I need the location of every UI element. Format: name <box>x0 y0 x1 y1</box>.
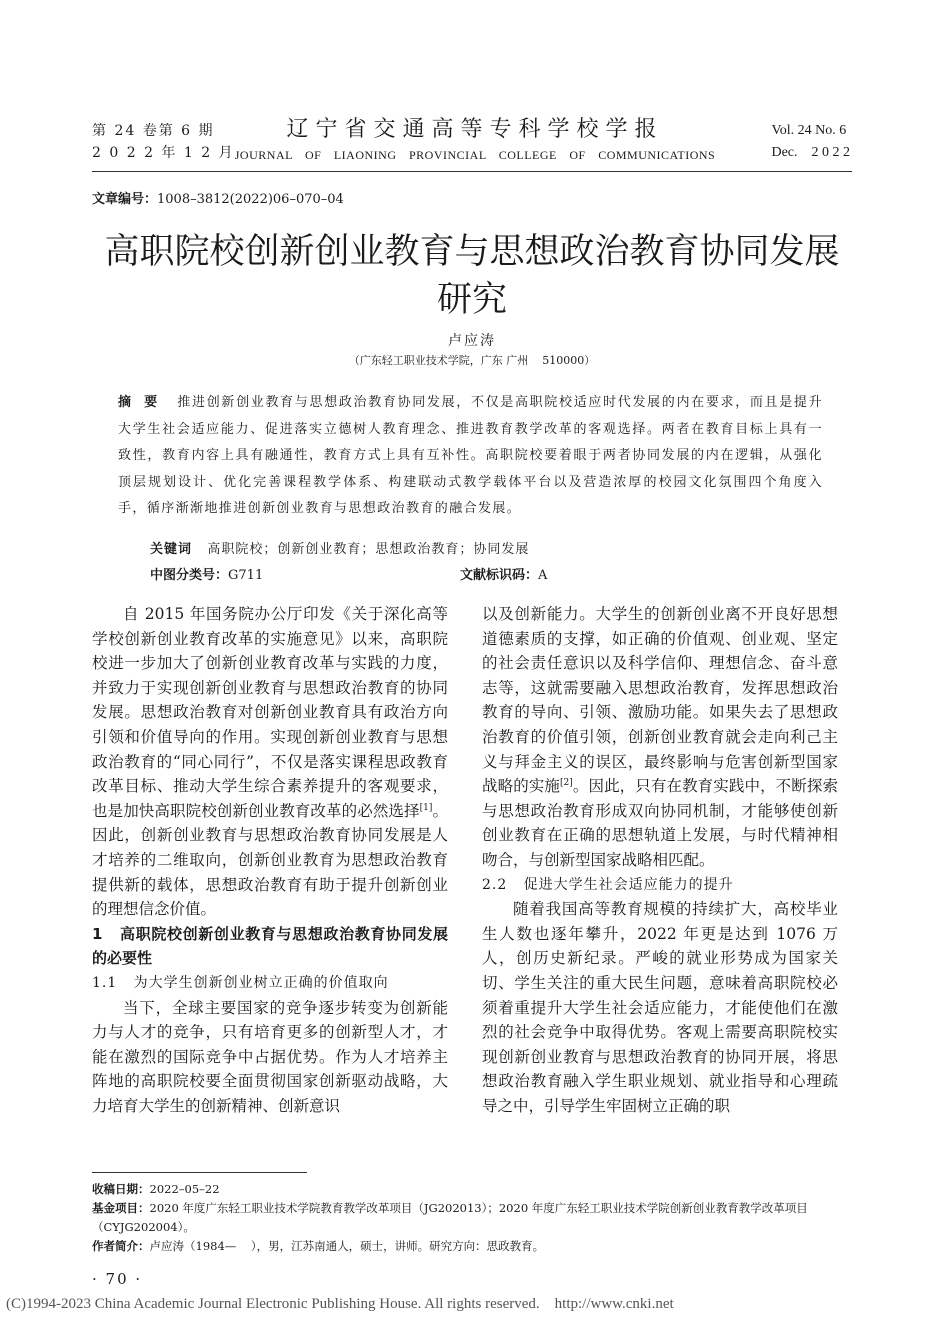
paragraph: 随着我国高等教育规模的持续扩大，高校毕业生人数也逐年攀升，2022 年更是达到 1076 万人，创历史新纪录。严峻的就业形势成为国家关切、学生关注的重大民生问题，意味着高职院校必须着重提升大学生社会适应能力，才能使他们在激烈的社会竞争中取得优势。客观上需要高职院校实现创新创业教育与思想政治教育的协同开展，将思想政治教育融入学生职业规划、就业指导和心理疏导之中，引导学生牢固树立正确的职 <box>482 900 838 1115</box>
document-code-label: 文献标识码： <box>460 568 539 583</box>
body-column-right <box>482 602 838 1118</box>
paragraph <box>92 602 448 922</box>
subsection-heading: 1.1 为大学生创新创业树立正确的价值取向 <box>92 974 389 991</box>
paragraph: 当下，全球主要国家的竞争逐步转变为创新能力与人才的竞争，只有培育更多的创新型人才，才能在激烈的国际竞争中占据优势。作为人才培养主阵地的高职院校要全面贯彻国家创新驱动战略，大力培育大学生的创新精神、创新意识 <box>92 998 448 1115</box>
received-label: 收稿日期： <box>92 1182 150 1196</box>
citation-ref: [1] <box>419 802 433 813</box>
paragraph-text: 。因此，创新创业教育与思想政治教育协同发展是人才培养的二维取向，创新创业教育为思想政治教育提供新的载体，思想政治教育有助于提升创新创业的理想信念价值。 <box>92 801 448 919</box>
paper-title: 高职院校创新创业教育与思想政治教育协同发展研究 <box>104 232 840 320</box>
bio-label: 作者简介： <box>92 1239 150 1253</box>
journal-title-en: JOURNAL OF LIAONING PROVINCIAL COLLEGE OF COMMUNICATIONS <box>234 148 716 162</box>
clc-number <box>150 564 263 583</box>
article-number-value: 1008–3812(2022)06–070–04 <box>157 192 344 207</box>
clc-value: G711 <box>228 568 264 583</box>
keywords-label: 关键词 <box>150 542 193 557</box>
article-number-label: 文章编号： <box>92 192 158 207</box>
header-right <box>771 120 850 164</box>
fund-label: 基金项目： <box>92 1201 150 1215</box>
journal-title-cn: 辽宁省交通高等专科学校学报 <box>286 117 664 142</box>
paragraph-text: 。因此，只有在教育实践中，不断探索与思想政治教育形成双向协同机制，才能够使创新创业教育在正确的思想轨道上发展，与时代精神相吻合，与创新型国家战略相匹配。 <box>482 777 838 869</box>
paragraph-text: 以及创新能力。大学生的创新创业离不开良好思想道德素质的支撑，如正确的价值观、创业观、坚定的社会责任意识以及科学信仰、理想信念、奋斗意志等，这就需要融入思想政治教育，发挥思想政治教育的导向、引领、激励功能。如果失去了思想政治教育的价值引领，创新创业教育就会走向利己主义与拜金主义的误区，最终影响与危害创新型国家战略的实施 <box>482 605 838 796</box>
author-bio <box>92 1237 852 1256</box>
issue-date: 2 0 2 2 年 1 2 月 <box>92 145 235 161</box>
received-date <box>92 1180 852 1199</box>
citation-ref: [2] <box>560 778 573 788</box>
article-number <box>92 188 344 207</box>
fund-value: 2020 年度广东轻工职业技术学院教育教学改革项目（JG202013）；2020 年度广东轻工职业技术学院创新创业教育教学改革项目（CYJG202004）。 <box>92 1201 808 1234</box>
paragraph <box>482 602 838 873</box>
footnote-divider <box>92 1172 307 1173</box>
page-number: · 70 · <box>92 1270 143 1288</box>
document-code-value: A <box>538 568 548 583</box>
copyright-notice: (C)1994-2023 China Academic Journal Electronic Publishing House. All rights reserved. http://www.cnki.net <box>6 1296 674 1312</box>
received-value: 2022–05–22 <box>149 1182 220 1196</box>
volume-en: Vol. 24 No. 6 <box>771 123 847 138</box>
section-heading: 1 高职院校创新创业教育与思想政治教育协同发展的必要性 <box>92 924 448 968</box>
bio-value: 卢应涛（1984— ），男，江苏南通人，硕士，讲师。研究方向：思政教育。 <box>149 1239 545 1253</box>
document-code <box>460 564 547 583</box>
date-en: Dec. 2 0 2 2 <box>771 145 850 160</box>
header-divider <box>92 171 852 172</box>
keywords-value: 高职院校；创新创业教育；思想政治教育；协同发展 <box>207 542 530 557</box>
paragraph-text: 自 2015 年国务院办公厅印发《关于深化高等学校创新创业教育改革的实施意见》以来，高职院校进一步加大了创新创业教育改革与实践的力度，并致力于实现创新创业教育与思想政治教育的协同发展。思想政治教育对创新创业教育具有政治方向引领和价值导向的作用。实现创新创业教育与思想政治教育的“同心同行”，不仅是落实课程思政教育改革目标、推动大学生综合素养提升的客观要求，也是加快高职院校创新创业教育改革的必然选择 <box>92 605 448 820</box>
body-column-left <box>92 602 448 1118</box>
clc-label: 中图分类号： <box>150 568 229 583</box>
abstract-label: 摘 要 <box>118 395 162 410</box>
footnotes <box>92 1180 852 1256</box>
author-affiliation: （广东轻工职业技术学院，广东 广州 510000） <box>348 354 596 367</box>
keywords <box>150 538 529 557</box>
subsection-heading: 2.2 促进大学生社会适应能力的提升 <box>482 876 734 893</box>
author-name: 卢应涛 <box>448 333 496 349</box>
volume-issue: 第 24 卷第 6 期 <box>92 123 215 139</box>
journal-masthead <box>200 116 750 163</box>
fund-project <box>92 1199 852 1237</box>
abstract-text: 推进创新创业教育与思想政治教育协同发展，不仅是高职院校适应时代发展的内在要求，而且是提升大学生社会适应能力、促进落实立德树人教育理念、推进教育教学改革的客观选择。两者在教育目标上具有一致性，教育内容上具有融通性，教育方式上具有互补性。高职院校要着眼于两者协同发展的内在逻辑，从强化顶层规划设计、优化完善课程教学体系、构建联动式教学载体平台以及营造浓厚的校园文化氛围四个角度入手，循序渐渐地推进创新创业教育与思想政治教育的融合发展。 <box>118 395 823 516</box>
abstract <box>118 390 823 523</box>
